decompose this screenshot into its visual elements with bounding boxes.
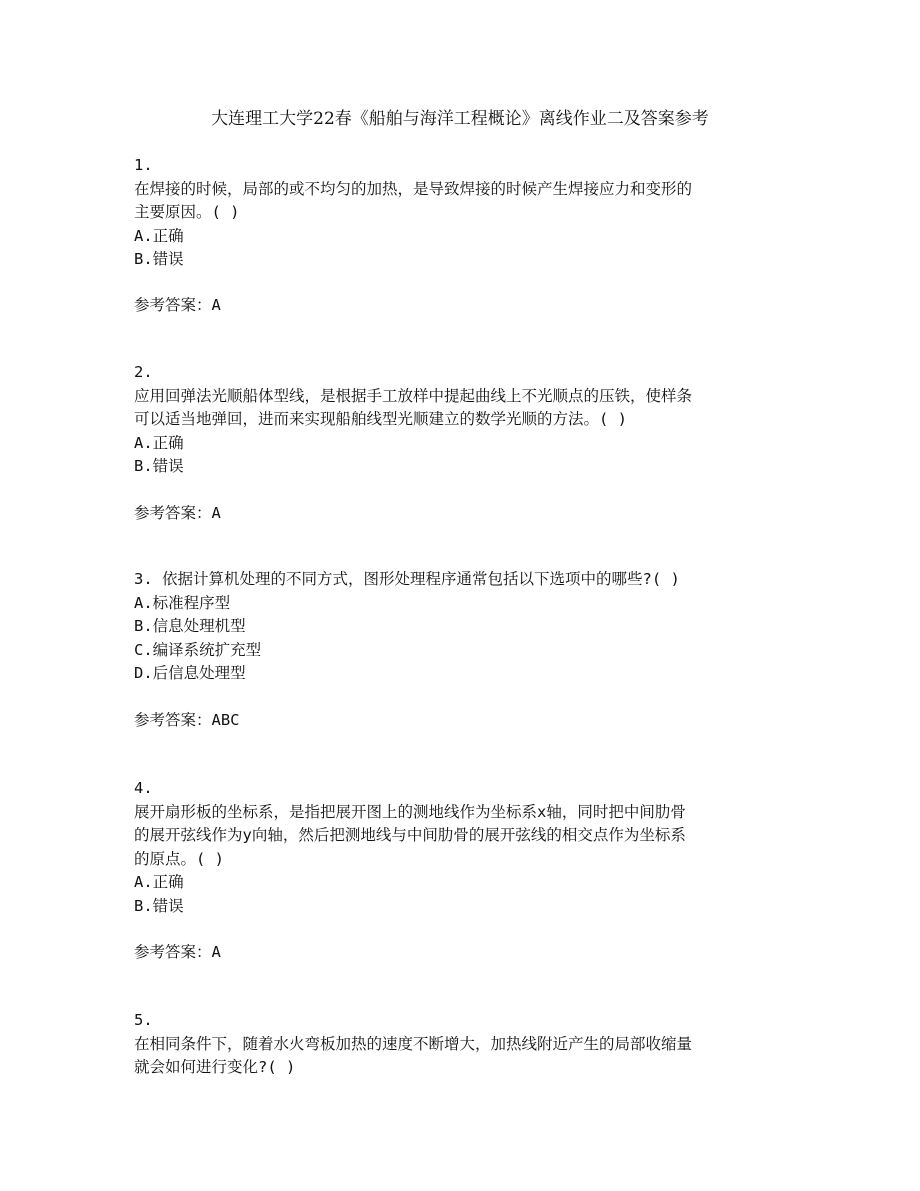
answer-1 <box>134 294 221 318</box>
question-text-line: 主要原因。( ) <box>134 203 240 221</box>
question-text-line: 在相同条件下，随着水火弯板加热的速度不断增大，加热线附近产生的局部收缩量 <box>134 1034 693 1053</box>
answer-4 <box>134 941 221 965</box>
answer-3 <box>134 709 240 733</box>
answer-label: 参考答案： <box>134 943 212 961</box>
option-a: A.标准程序型 <box>134 593 231 612</box>
answer-label: 参考答案： <box>134 711 212 729</box>
question-text-line: 可以适当地弹回，进而来实现船舶线型光顺建立的数学光顺的方法。( ) <box>134 410 627 428</box>
question-number: 3. <box>134 570 153 588</box>
option-b: B.错误 <box>134 457 184 475</box>
answer-value: A <box>211 296 221 314</box>
question-text-line: 就会如何进行变化?( ) <box>134 1058 296 1076</box>
answer-value: ABC <box>211 711 240 729</box>
question-number: 4. <box>134 779 153 797</box>
question-text-line: 展开扇形板的坐标系，是指把展开图上的测地线作为坐标系x轴，同时把中间肋骨 <box>134 802 686 821</box>
option-b: B.错误 <box>134 250 184 268</box>
question-text-line: 在焊接的时候，局部的或不均匀的加热，是导致焊接的时候产生焊接应力和变形的 <box>134 179 693 198</box>
document-title: 大连理工大学22春《船舶与海洋工程概论》离线作业二及答案参考 <box>211 109 709 129</box>
option-d: D.后信息处理型 <box>134 664 246 682</box>
question-5 <box>134 1009 794 1080</box>
question-4 <box>134 777 794 918</box>
question-text-line: 应用回弹法光顺船体型线，是根据手工放样中提起曲线上不光顺点的压铁，使样条 <box>134 386 693 405</box>
answer-label: 参考答案： <box>134 504 212 522</box>
question-text: 依据计算机处理的不同方式，图形处理程序通常包括以下选项中的哪些?( ) <box>162 570 680 588</box>
option-c: C.编译系统扩充型 <box>134 640 262 659</box>
question-3 <box>134 568 794 686</box>
question-number: 2. <box>134 363 153 381</box>
option-a: A.正确 <box>134 873 184 891</box>
option-a: A.正确 <box>134 433 184 452</box>
answer-value: A <box>211 943 221 961</box>
question-2 <box>134 361 794 479</box>
question-number: 5. <box>134 1011 153 1029</box>
option-a: A.正确 <box>134 226 184 245</box>
answer-value: A <box>211 504 221 522</box>
answer-label: 参考答案： <box>134 296 212 314</box>
option-b: B.错误 <box>134 896 184 915</box>
question-text-line: 的原点。( ) <box>134 849 224 868</box>
question-1 <box>134 154 794 272</box>
question-number: 1. <box>134 156 153 174</box>
question-text-line <box>134 568 794 592</box>
question-text-line: 的展开弦线作为y向轴，然后把测地线与中间肋骨的展开弦线的相交点作为坐标系 <box>134 826 686 844</box>
answer-2 <box>134 502 221 526</box>
option-b: B.信息处理机型 <box>134 617 246 635</box>
